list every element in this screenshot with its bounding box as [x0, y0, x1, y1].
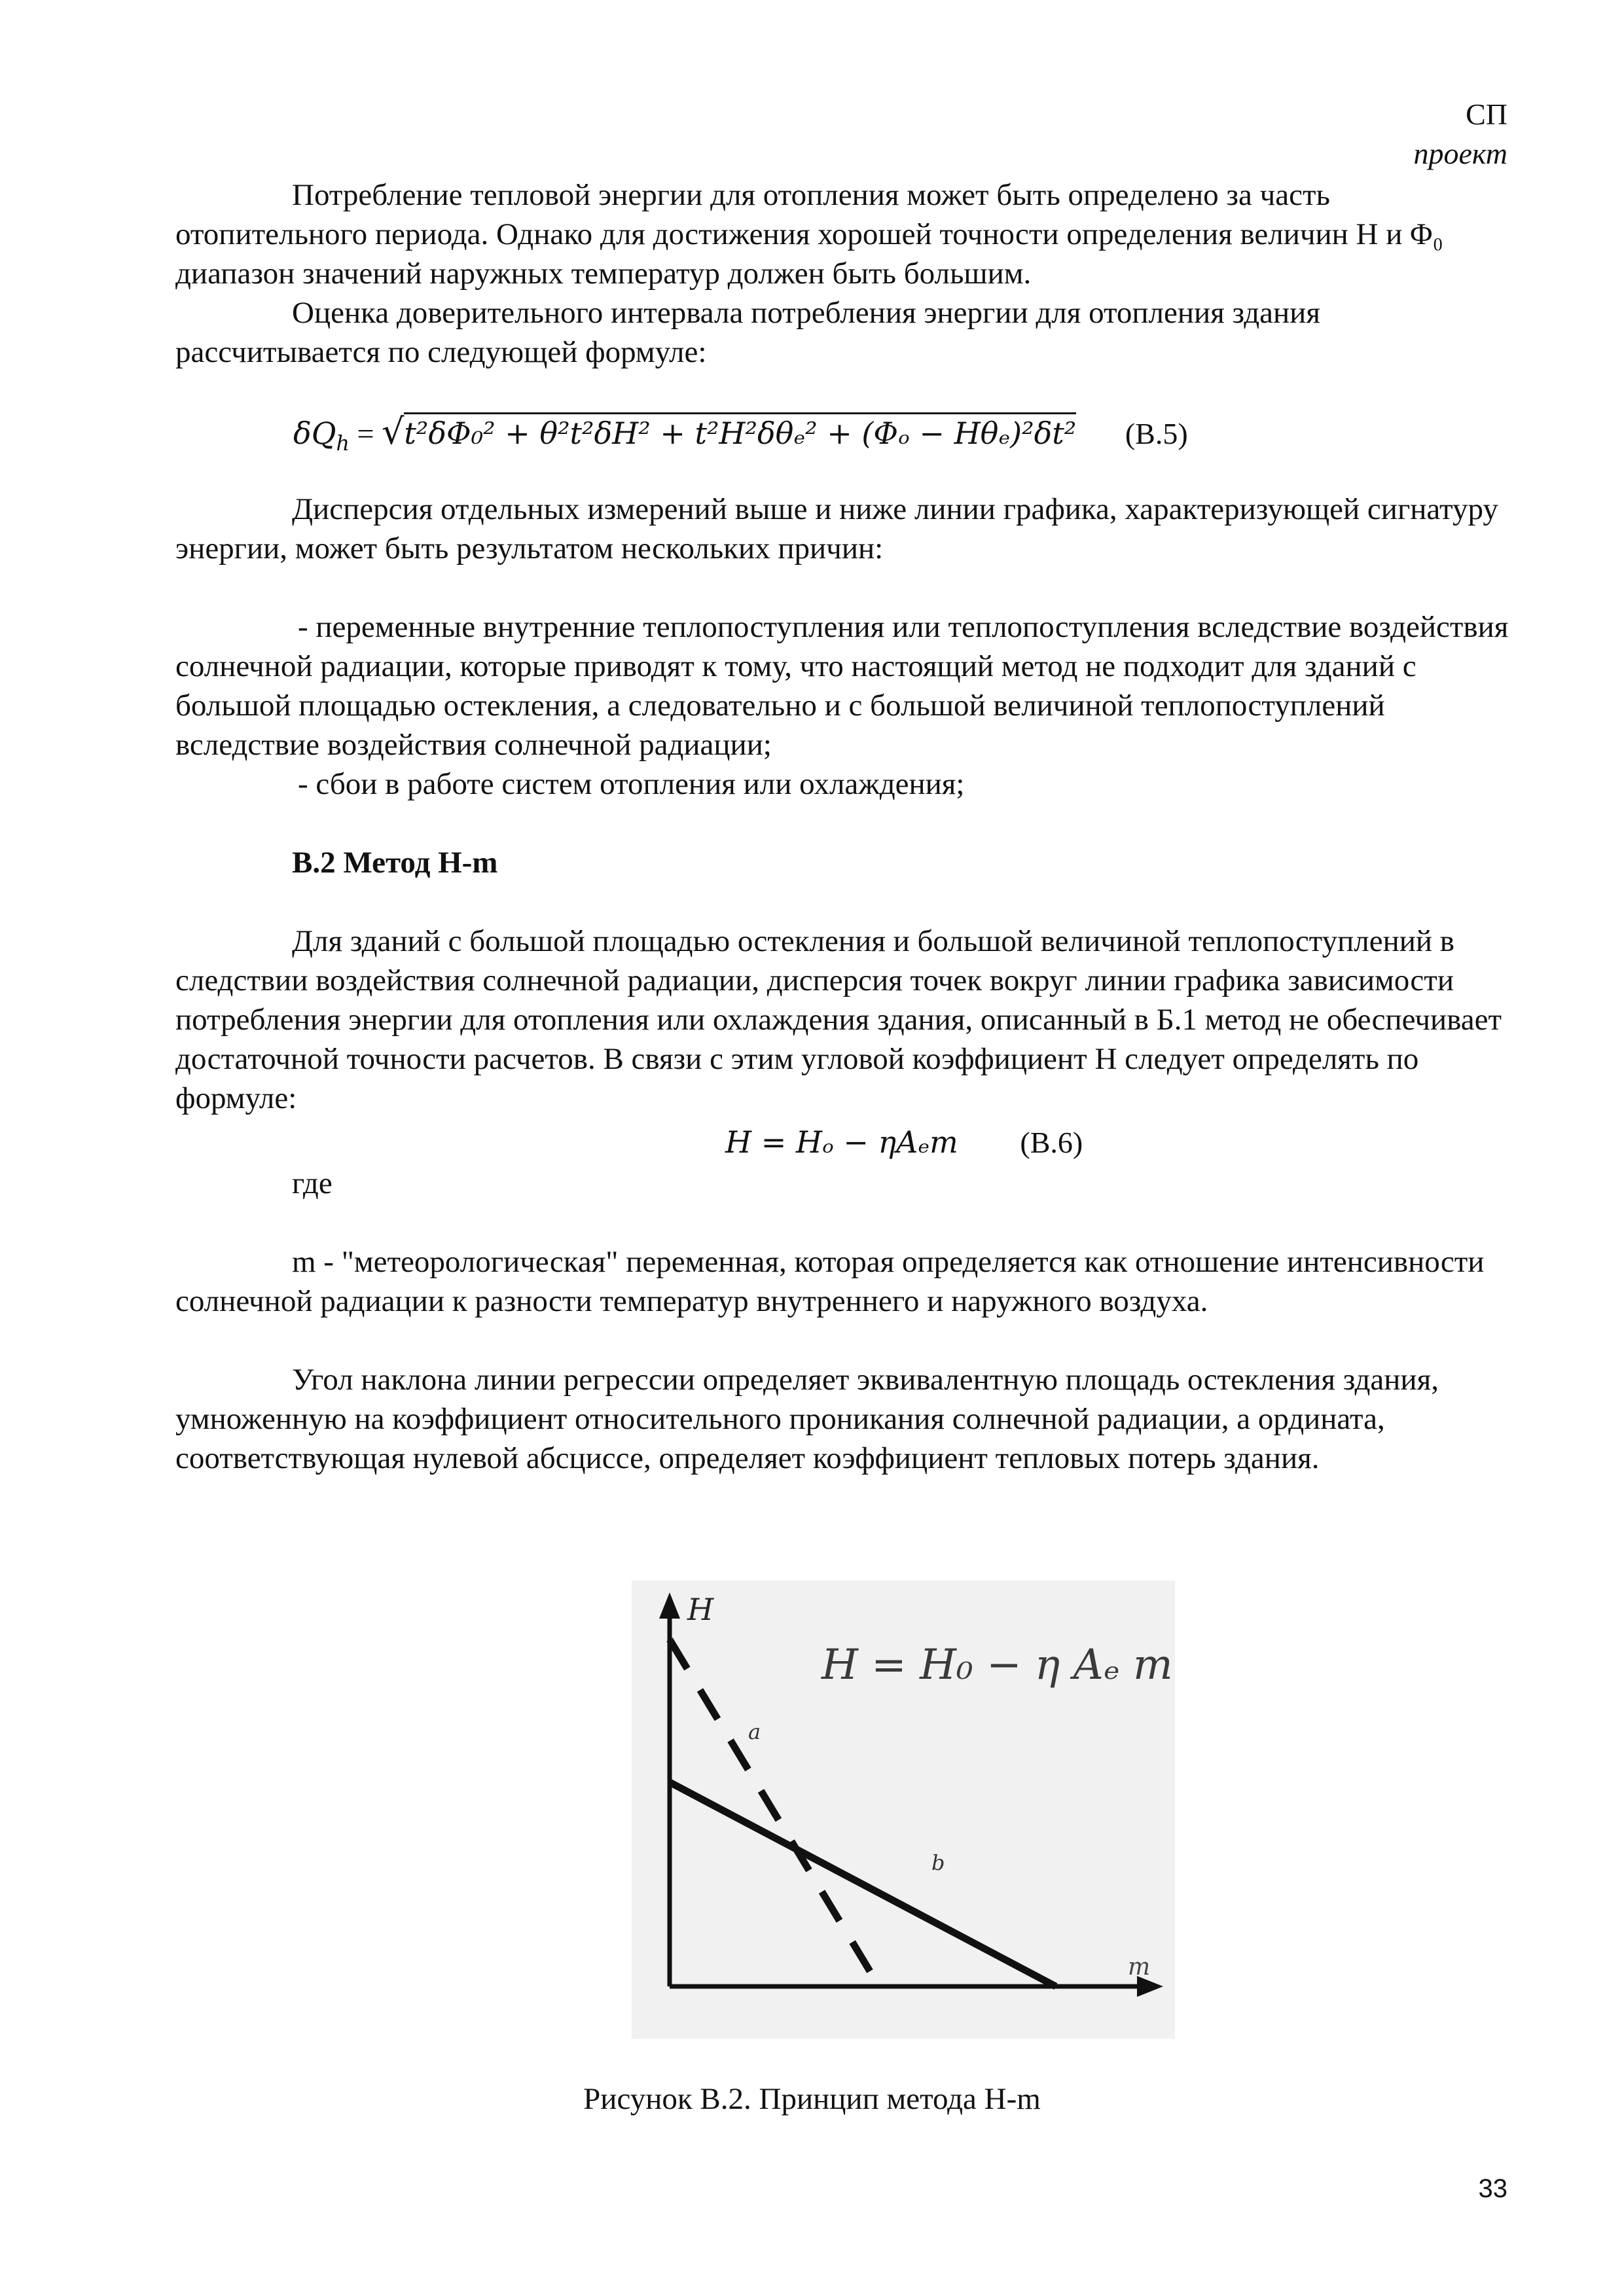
x-axis-label: m [1128, 1954, 1151, 1981]
paragraph-regression-slope: Угол наклона линии регрессии определяет эквивалентную площадь остекления здания, умноженную на коэффициент относительного проникания солнечной радиации, а ордината, соответствующая нулевой абсциссе, определяет коэффициент тепловых потерь здания. [175, 1363, 1439, 1475]
figure-diagram [632, 1581, 1175, 2039]
formula-b5-lhs-sub: h [336, 431, 350, 456]
paragraph-dispersion: Дисперсия отдельных измерений выше и ниже линии графика, характеризующей сигнатуру энергии, может быть результатом нескольких причин: [175, 492, 1498, 565]
line-a-label: a [748, 1719, 761, 1744]
paragraph-confidence-interval: Оценка доверительного интервала потребления энергии для отопления здания рассчитывается по следующей формуле: [175, 296, 1320, 369]
formula-b6-expression: H = Hₒ − ηAₑm [725, 1124, 958, 1160]
paragraph-glazing-buildings: Для зданий с большой площадью остекления и большой величиной теплопоступлений в следствии воздействия солнечной радиации, дисперсия точек вокруг линии графика зависимости потребления энергии для отопления или охлаждения здания, описанный в Б.1 метод не обеспечивает достаточной точности расчетов. В связи с этим угловой коэффициент H следует определять по формуле: [175, 924, 1502, 1115]
line-b-label: b [931, 1850, 945, 1875]
document-code: СП [1466, 98, 1507, 131]
list-item-system-failures: - сбои в работе систем отопления или охлаждения; [298, 767, 965, 801]
formula-b6-label: (В.6) [1020, 1126, 1083, 1159]
y-axis-arrow-icon [659, 1592, 680, 1619]
page-number: 33 [1478, 2174, 1507, 2203]
line-a [670, 1640, 879, 1986]
formula-b5-equals: = [350, 417, 382, 450]
formula-b5-radicand: t²δΦ₀² + θ²t²δH² + t²H²δθₑ² + (Φₒ − Hθₑ)²δt² [404, 412, 1076, 451]
list-item-internal-gains: - переменные внутренние теплопоступления или теплопоступления вследствие воздействия солнечной радиации, которые приводят к тому, что настоящий метод не подходит для зданий с большой площадью остекления, а следовательно и с большой величиной теплопоступлений вследствие воздействия солнечной радиации; [175, 610, 1509, 762]
figure-caption: Рисунок В.2. Принцип метода H-m [583, 2082, 1041, 2116]
sqrt-sign-icon: √ [381, 411, 405, 452]
formula-b6 [725, 1124, 1083, 1160]
section-heading: В.2 Метод H-m [292, 846, 498, 880]
formula-b5-label: (В.5) [1125, 417, 1188, 450]
y-axis-label: H [687, 1592, 714, 1627]
formula-b5-lhs: δQ [293, 416, 336, 451]
label-where: где [292, 1166, 333, 1200]
document-status: проект [1413, 137, 1507, 170]
figure-h-m-method [632, 1581, 1175, 2039]
paragraph-heat-consumption: Потребление тепловой энергии для отопления может быть определено за часть отопительного периода. Однако для достижения хорошей точности определения величин H и Φ₀ диапазон значений наружных температур должен быть большим. [175, 178, 1443, 291]
formula-b5 [293, 411, 1188, 456]
paragraph-meteorological-variable: m - "метеорологическая" переменная, которая определяется как отношение интенсивности солнечной радиации к разности температур внутреннего и наружного воздуха. [175, 1245, 1485, 1318]
figure-formula: H = H₀ − η Aₑ m [821, 1641, 1173, 1689]
